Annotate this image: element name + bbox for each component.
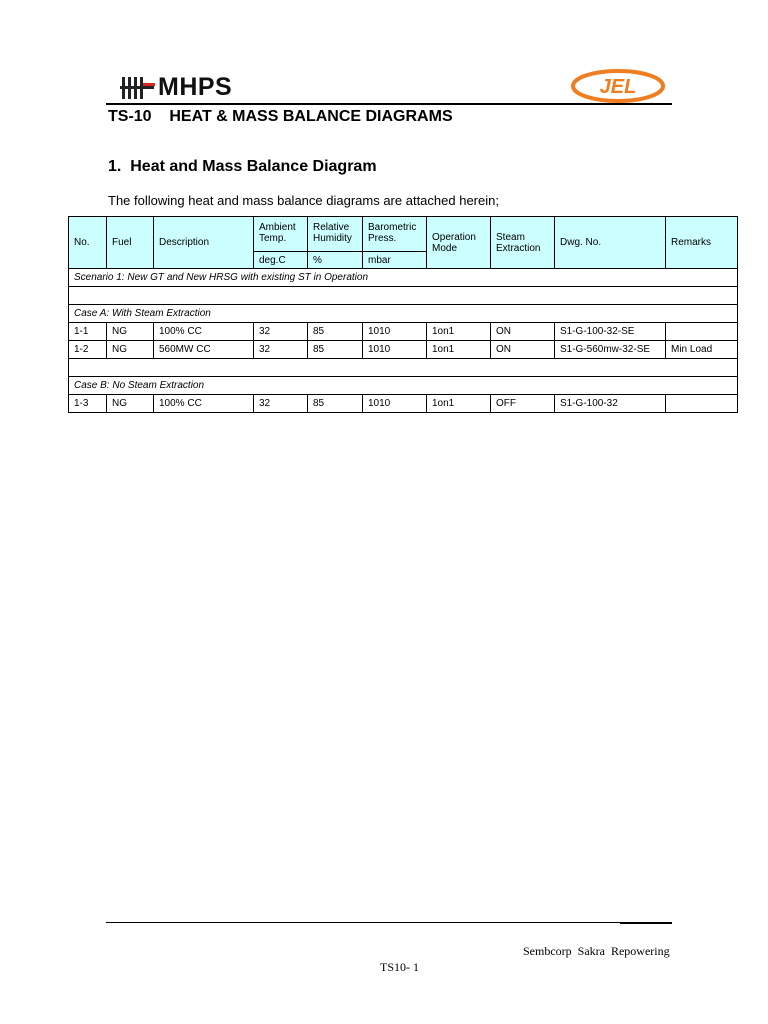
header-remarks: Remarks (666, 217, 738, 269)
cell-relative-humidity: 85 (308, 323, 363, 341)
cell-no: 1-1 (69, 323, 107, 341)
header-relative-humidity: Relative Humidity (308, 217, 363, 252)
cell-ambient-temp: 32 (254, 323, 308, 341)
jel-logo-text: JEL (599, 76, 637, 98)
header-barometric-press: Barometric Press. (363, 217, 427, 252)
cell-ambient-temp: 32 (254, 395, 308, 413)
header-rule (106, 103, 672, 105)
cell-fuel: NG (107, 395, 154, 413)
cell-fuel: NG (107, 323, 154, 341)
case-b-row (69, 377, 738, 395)
cell-description: 100% CC (154, 323, 254, 341)
header-no: No. (69, 217, 107, 269)
cell-operation-mode: 1on1 (427, 341, 491, 359)
blank-row (69, 359, 738, 377)
intro-text: The following heat and mass balance diagrams are attached herein; (108, 193, 499, 208)
blank-row (69, 287, 738, 305)
table-row (69, 341, 738, 359)
cell-remarks (666, 395, 738, 413)
cell-remarks: Min Load (666, 341, 738, 359)
header-steam-extraction: Steam Extraction (491, 217, 555, 269)
footer-page-number: TS10- 1 (380, 960, 419, 974)
cell-fuel: NG (107, 341, 154, 359)
unit-barometric-press: mbar (363, 252, 427, 269)
cell-steam-extraction: ON (491, 341, 555, 359)
cell-barometric-press: 1010 (363, 395, 427, 413)
mhps-logo (120, 70, 232, 104)
cell-dwg-no: S1-G-560mw-32-SE (555, 341, 666, 359)
header-ambient-temp: Ambient Temp. (254, 217, 308, 252)
document-title: TS-10 HEAT & MASS BALANCE DIAGRAMS (108, 108, 453, 125)
cell-barometric-press: 1010 (363, 323, 427, 341)
section-heading: 1. Heat and Mass Balance Diagram (108, 158, 377, 175)
cell-no: 1-2 (69, 341, 107, 359)
header-dwg-no: Dwg. No. (555, 217, 666, 269)
cell-description: 560MW CC (154, 341, 254, 359)
case-a-row (69, 305, 738, 323)
cell-steam-extraction: ON (491, 323, 555, 341)
cell-steam-extraction: OFF (491, 395, 555, 413)
blank-cell (69, 359, 738, 377)
jel-logo (570, 66, 666, 106)
scenario-row (69, 269, 738, 287)
unit-ambient-temp: deg.C (254, 252, 308, 269)
case-b-label: Case B: No Steam Extraction (69, 377, 738, 395)
footer-rule-accent (620, 922, 672, 924)
scenario-label: Scenario 1: New GT and New HRSG with existing ST in Operation (69, 269, 738, 287)
header-operation-mode: Operation Mode (427, 217, 491, 269)
cell-operation-mode: 1on1 (427, 395, 491, 413)
cell-remarks (666, 323, 738, 341)
table-row (69, 395, 738, 413)
heat-mass-balance-table (68, 216, 738, 413)
cell-dwg-no: S1-G-100-32 (555, 395, 666, 413)
footer-project-name: Sembcorp Sakra Repowering (523, 944, 670, 958)
case-a-label: Case A: With Steam Extraction (69, 305, 738, 323)
cell-relative-humidity: 85 (308, 395, 363, 413)
cell-operation-mode: 1on1 (427, 323, 491, 341)
cell-relative-humidity: 85 (308, 341, 363, 359)
unit-relative-humidity: % (308, 252, 363, 269)
header-description: Description (154, 217, 254, 269)
cell-ambient-temp: 32 (254, 341, 308, 359)
cell-no: 1-3 (69, 395, 107, 413)
mhps-logo-mark-icon (120, 72, 156, 102)
footer-rule (106, 922, 672, 923)
blank-cell (69, 287, 738, 305)
table-row (69, 323, 738, 341)
cell-dwg-no: S1-G-100-32-SE (555, 323, 666, 341)
cell-description: 100% CC (154, 395, 254, 413)
mhps-logo-text: MHPS (158, 72, 233, 101)
header-fuel: Fuel (107, 217, 154, 269)
table-header-row (69, 217, 738, 252)
cell-barometric-press: 1010 (363, 341, 427, 359)
